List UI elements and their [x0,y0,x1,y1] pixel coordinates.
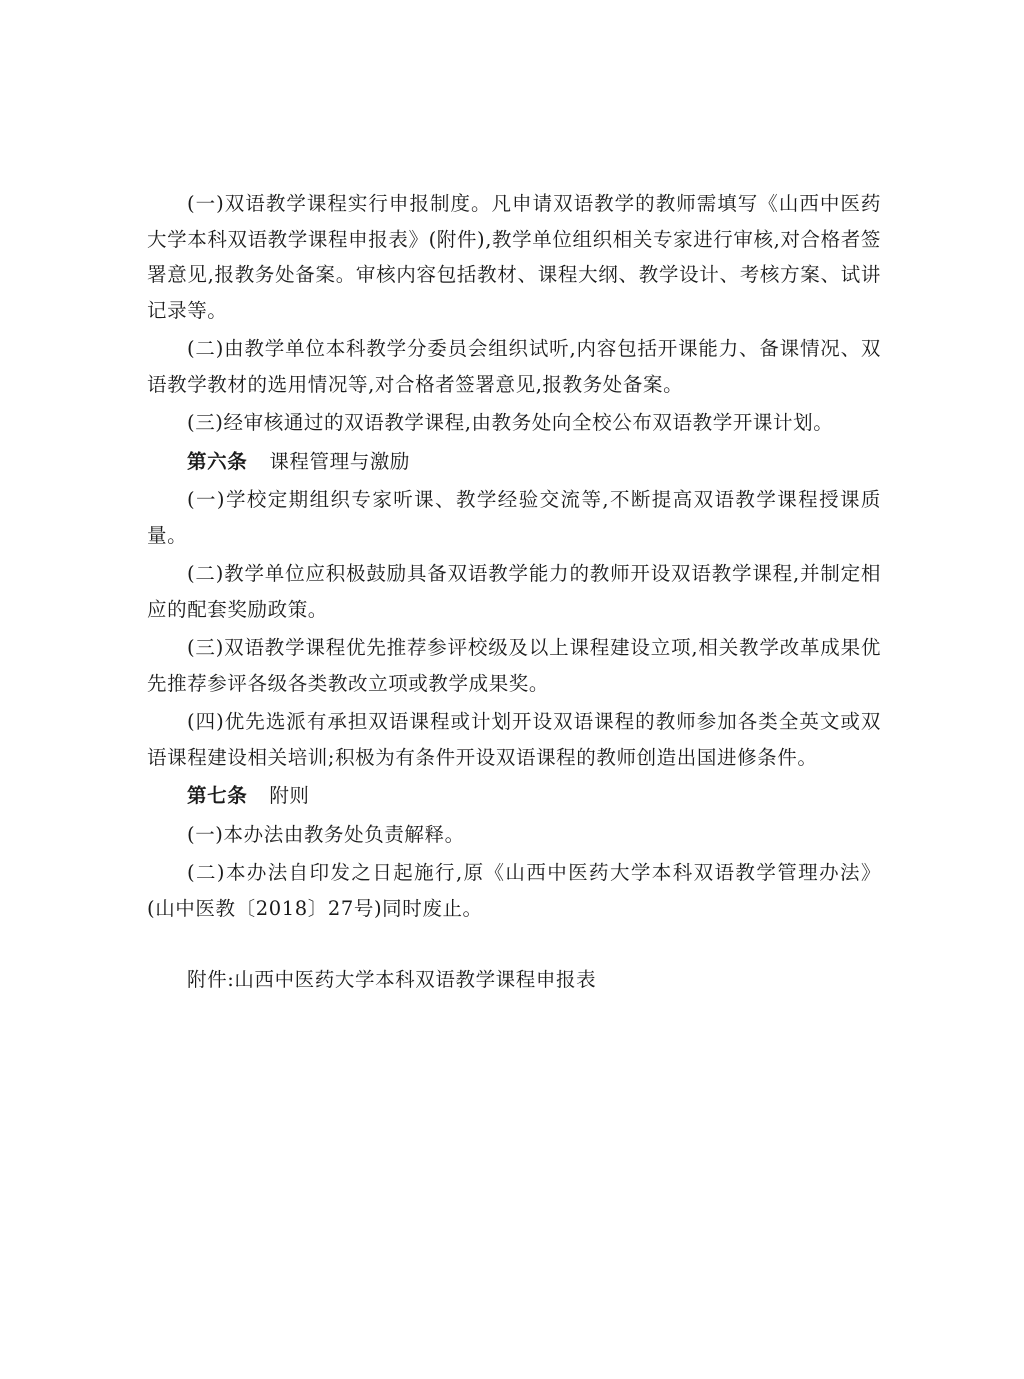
article-6-paragraph: (四)优先选派有承担双语课程或计划开设双语课程的教师参加各类全英文或双语课程建设相关培训;积极为有条件开设双语课程的教师创造出国进修条件。 [147,710,881,769]
article-7-number: 第七条 [187,784,248,807]
article-6-heading [147,444,881,480]
article-7-title: 附则 [269,784,310,807]
article-7-heading [147,778,881,814]
article-7-paragraph: (一)本办法由教务处负责解释。 [187,822,465,846]
article-6-title: 课程管理与激励 [269,449,411,473]
document-body [147,186,881,1001]
article-7-paragraph: (二)本办法自印发之日起施行,原《山西中医药大学本科双语教学管理办法》(山中医教〔2018〕27号)同时废止。 [147,861,881,920]
paragraph-trial-lecture: (二)由教学单位本科教学分委员会组织试听,内容包括开课能力、备课情况、双语教学教材的选用情况等,对合格者签署意见,报教务处备案。 [147,337,881,396]
article-6-paragraph: (一)学校定期组织专家听课、教学经验交流等,不断提高双语教学课程授课质量。 [147,488,881,547]
article-6-number: 第六条 [187,449,248,473]
paragraph-course-plan: (三)经审核通过的双语教学课程,由教务处向全校公布双语教学开课计划。 [187,411,834,434]
attachment-note: 附件:山西中医药大学本科双语教学课程申报表 [187,968,597,991]
paragraph-application-system: (一)双语教学课程实行申报制度。凡申请双语教学的教师需填写《山西中医药大学本科双语教学课程申报表》(附件),教学单位组织相关专家进行审核,对合格者签署意见,报教务处备案。审核内容包括教材、课程大纲、教学设计、考核方案、试讲记录等。 [147,192,881,322]
article-6-paragraph: (二)教学单位应积极鼓励具备双语教学能力的教师开设双语教学课程,并制定相应的配套奖励政策。 [147,562,881,621]
article-6-paragraph: (三)双语教学课程优先推荐参评校级及以上课程建设立项,相关教学改革成果优先推荐参评各级各类教改立项或教学成果奖。 [147,636,881,695]
